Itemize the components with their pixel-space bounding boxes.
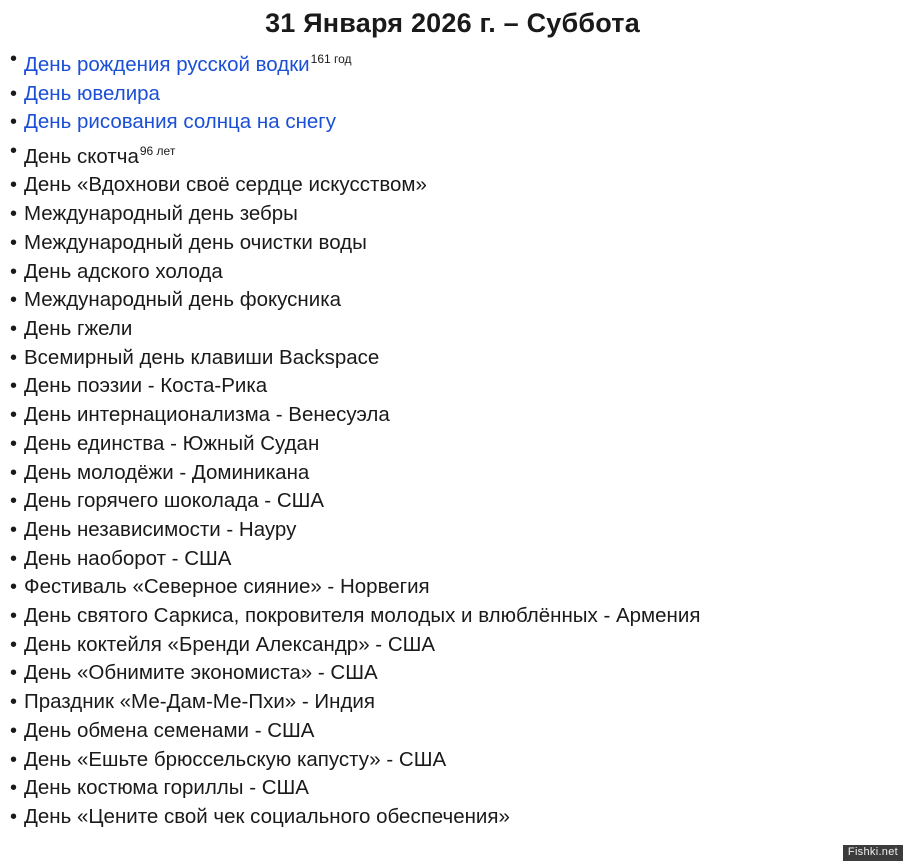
list-item xyxy=(8,315,905,344)
list-item xyxy=(8,602,905,631)
page-title: 31 Января 2026 г. – Суббота xyxy=(265,8,640,38)
holiday-link[interactable]: День рисования солнца на снегу xyxy=(24,110,337,134)
list-item xyxy=(8,516,905,545)
holiday-label: День молодёжи - Доминикана xyxy=(24,460,310,484)
holiday-label: День коктейля «Бренди Александр» - США xyxy=(24,632,436,656)
holiday-label: День независимости - Науру xyxy=(24,517,297,541)
bullet-icon: • xyxy=(10,203,18,226)
bullet-icon: • xyxy=(10,404,18,427)
holiday-label: День поэзии - Коста-Рика xyxy=(24,374,268,398)
bullet-icon: • xyxy=(10,576,18,599)
holiday-label: День обмена семенами - США xyxy=(24,718,315,742)
list-item xyxy=(8,171,905,200)
bullet-icon: • xyxy=(10,260,18,283)
bullet-icon: • xyxy=(10,432,18,455)
bullet-icon: • xyxy=(10,691,18,714)
list-item xyxy=(8,258,905,287)
holiday-label: День «Обнимите экономиста» - США xyxy=(24,661,378,685)
bullet-icon: • xyxy=(10,461,18,484)
anniversary-note: 161 год xyxy=(310,52,352,66)
holiday-label: День «Цените свой чек социального обеспечения» xyxy=(24,804,510,828)
list-item xyxy=(8,200,905,229)
holiday-label: Международный день зебры xyxy=(24,202,298,226)
bullet-icon: • xyxy=(10,48,18,70)
bullet-icon: • xyxy=(10,289,18,312)
holiday-label: Фестиваль «Северное сияние» - Норвегия xyxy=(24,575,430,599)
bullet-icon: • xyxy=(10,346,18,369)
list-item[interactable] xyxy=(8,108,905,137)
list-item xyxy=(8,545,905,574)
holiday-label: День наоборот - США xyxy=(24,546,232,570)
holiday-link[interactable]: День рождения русской водки xyxy=(24,52,310,76)
list-item xyxy=(8,229,905,258)
holiday-label: День интернационализма - Венесуэла xyxy=(24,403,390,427)
holiday-link[interactable]: День ювелира xyxy=(24,81,160,105)
list-item xyxy=(8,372,905,401)
list-item[interactable] xyxy=(8,45,905,80)
bullet-icon: • xyxy=(10,375,18,398)
holiday-label: День скотча xyxy=(24,144,139,168)
bullet-icon: • xyxy=(10,518,18,541)
list-item xyxy=(8,717,905,746)
bullet-icon: • xyxy=(10,805,18,828)
list-item xyxy=(8,430,905,459)
holiday-label: День единства - Южный Судан xyxy=(24,431,320,455)
list-item xyxy=(8,137,905,172)
bullet-icon: • xyxy=(10,317,18,340)
list-item xyxy=(8,344,905,373)
holiday-label: День горячего шоколада - США xyxy=(24,489,325,513)
bullet-icon: • xyxy=(10,547,18,570)
holiday-label: День костюма гориллы - США xyxy=(24,776,309,800)
list-item[interactable] xyxy=(8,80,905,109)
document-page xyxy=(0,8,905,865)
list-item xyxy=(8,286,905,315)
holiday-label: День «Вдохнови своё сердце искусством» xyxy=(24,173,427,197)
holiday-label: Всемирный день клавиши Backspace xyxy=(24,345,380,369)
bullet-icon: • xyxy=(10,633,18,656)
list-item xyxy=(8,631,905,660)
bullet-icon: • xyxy=(10,139,18,162)
list-item xyxy=(8,774,905,803)
bullet-icon: • xyxy=(10,748,18,771)
list-item xyxy=(8,688,905,717)
holiday-label: День святого Саркиса, покровителя молодых и влюблённых - Армения xyxy=(24,604,701,628)
list-item xyxy=(8,459,905,488)
holiday-list xyxy=(0,45,905,832)
holiday-label: Международный день очистки воды xyxy=(24,230,367,254)
list-item xyxy=(8,401,905,430)
bullet-icon: • xyxy=(10,777,18,800)
bullet-icon: • xyxy=(10,111,18,134)
bullet-icon: • xyxy=(10,662,18,685)
list-item xyxy=(8,573,905,602)
list-item xyxy=(8,746,905,775)
holiday-label: День адского холода xyxy=(24,259,223,283)
bullet-icon: • xyxy=(10,719,18,742)
bullet-icon: • xyxy=(10,605,18,628)
bullet-icon: • xyxy=(10,174,18,197)
anniversary-note: 96 лет xyxy=(139,143,176,158)
bullet-icon: • xyxy=(10,490,18,513)
list-item xyxy=(8,803,905,832)
bullet-icon: • xyxy=(10,231,18,254)
list-item xyxy=(8,659,905,688)
holiday-label: День «Ешьте брюссельскую капусту» - США xyxy=(24,747,447,771)
holiday-label: Международный день фокусника xyxy=(24,288,342,312)
watermark-badge: Fishki.net xyxy=(843,845,903,861)
holiday-label: Праздник «Ме-Дам-Ме-Пхи» - Индия xyxy=(24,690,375,714)
bullet-icon: • xyxy=(10,82,18,105)
holiday-label: День гжели xyxy=(24,316,133,340)
list-item xyxy=(8,487,905,516)
